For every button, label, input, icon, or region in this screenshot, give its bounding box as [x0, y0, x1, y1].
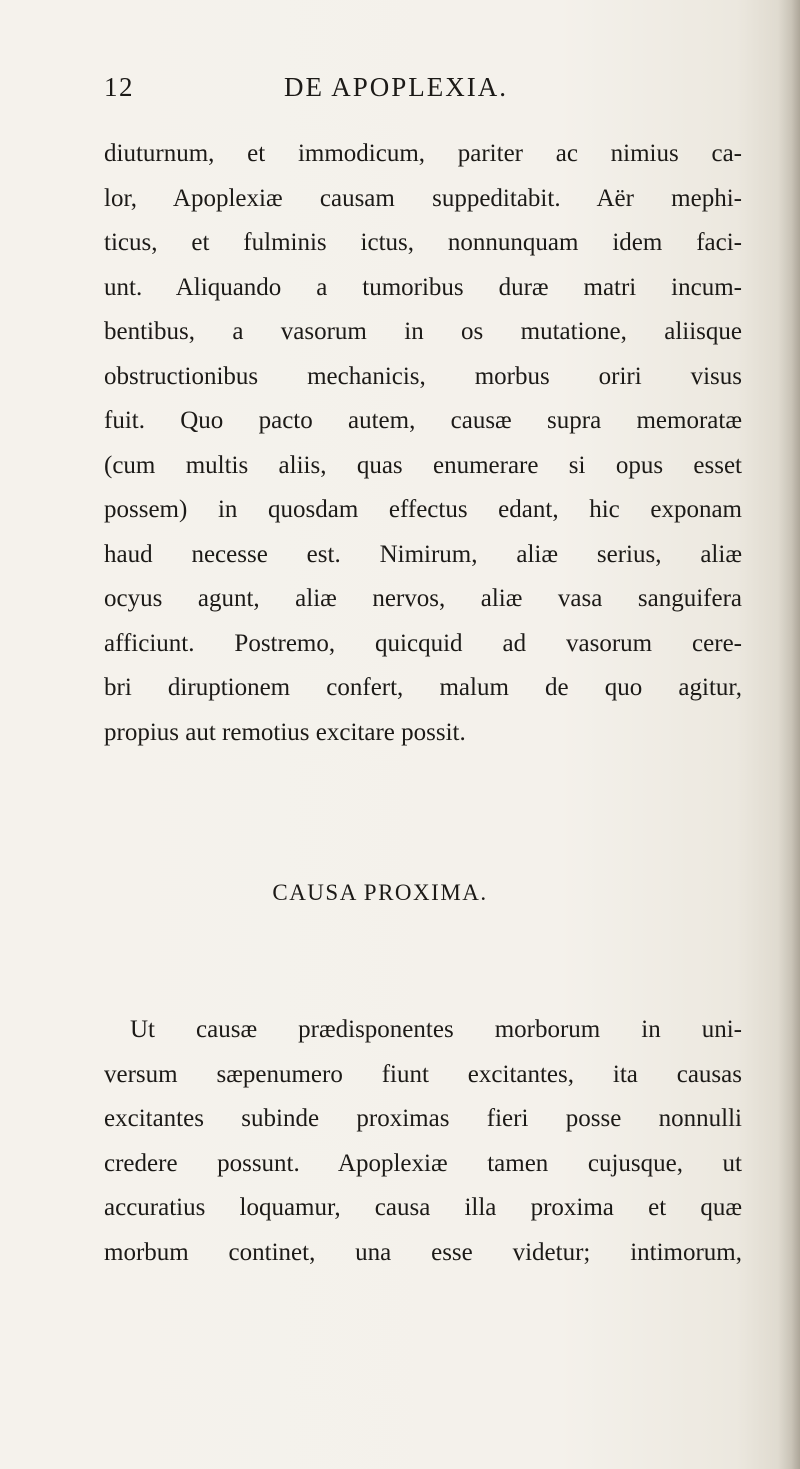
text-line: afficiunt. Postremo, quicquid ad vasorum cere- [104, 629, 742, 657]
paragraph-2 [104, 1008, 742, 1275]
text-line: excitantes subinde proximas fieri posse nonnulli [104, 1105, 742, 1132]
text-line: Ut causæ prædisponentes morborum in uni- [130, 1016, 742, 1043]
page-number: 12 [104, 72, 134, 102]
text-line: lor, Apoplexiæ causam suppeditabit. Aër mephi- [104, 184, 742, 212]
text-line: morbum continet, una esse videtur; intimorum, [104, 1238, 742, 1266]
text-line: (cum multis aliis, quas enumerare si opus esset [104, 451, 742, 479]
text-line: diuturnum, et immodicum, pariter ac nimius ca- [104, 140, 742, 167]
text-line: possem) in quosdam effectus edant, hic exponam [104, 496, 742, 523]
section-heading [0, 880, 800, 906]
paragraph-1 [104, 132, 742, 755]
text-line: versum sæpenumero fiunt excitantes, ita causas [104, 1060, 742, 1088]
page-edge-shadow [778, 0, 800, 1469]
text-line: accuratius loquamur, causa illa proxima et quæ [104, 1194, 742, 1221]
text-line: fuit. Quo pacto autem, causæ supra memoratæ [104, 407, 742, 434]
text-line: bri diruptionem confert, malum de quo agitur, [104, 674, 742, 701]
text-line: ticus, et fulminis ictus, nonnunquam idem faci- [104, 229, 742, 256]
section-heading-text: CAUSA PROXIMA. [272, 880, 488, 905]
text-line: haud necesse est. Nimirum, aliæ serius, aliæ [104, 540, 742, 568]
text-line: bentibus, a vasorum in os mutatione, aliisque [104, 318, 742, 345]
text-line: ocyus agunt, aliæ nervos, aliæ vasa sanguifera [104, 585, 742, 612]
text-line: unt. Aliquando a tumoribus duræ matri incum- [104, 273, 742, 301]
text-line: obstructionibus mechanicis, morbus oriri visus [104, 362, 742, 390]
page-header [104, 72, 704, 112]
text-line: credere possunt. Apoplexiæ tamen cujusque, ut [104, 1149, 742, 1177]
running-title: DE APOPLEXIA. [284, 72, 509, 102]
text-line: propius aut remotius excitare possit. [104, 718, 466, 746]
